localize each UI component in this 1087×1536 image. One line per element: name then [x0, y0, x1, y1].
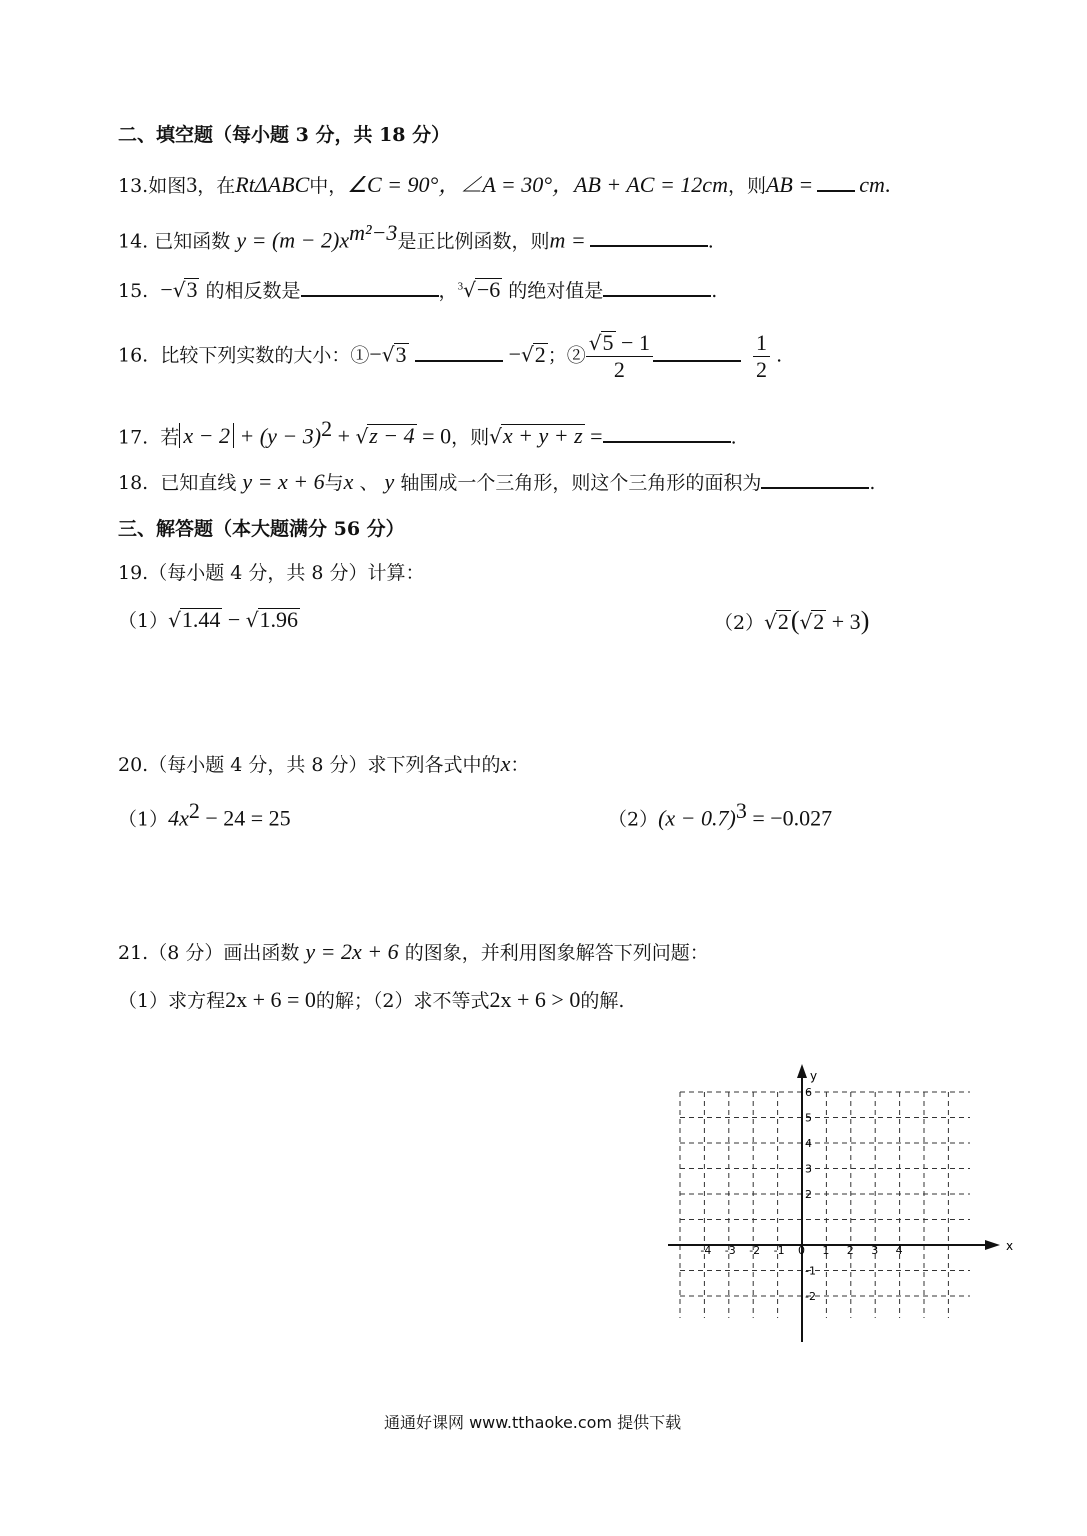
q21-sub-b: 的解；（2）求不等式 [315, 990, 490, 1012]
q17-radicand-2: x + y + z [502, 423, 583, 449]
q16-f2-numerator: 1 [753, 330, 770, 357]
y-tick-label: 2 [805, 1188, 812, 1201]
sqrt-icon: √ [588, 331, 602, 355]
q21-sub-e1: 2x + 6 = 0 [225, 987, 316, 1012]
y-tick-label: 4 [805, 1137, 812, 1150]
q17-part-3: = 0 [416, 423, 452, 449]
question-19-heading: 19.（每小题 4 分，共 8 分）计算： [118, 562, 425, 584]
y-tick-label: -2 [805, 1290, 816, 1303]
sqrt-icon: √ [489, 424, 502, 449]
q17-part-4: = [584, 423, 603, 449]
q15-number: 15. [118, 280, 149, 302]
q20-head-b: ： [510, 754, 530, 776]
q20-p2-a: (x − 0.7) [658, 805, 736, 831]
q20-head-a: 20.（每小题 4 分，共 8 分）求下列各式中的 [118, 754, 501, 776]
q14-text-2: 是正比例函数，则 [397, 230, 550, 253]
q16-number: 16. [118, 344, 149, 367]
q17-text-1: 若 [160, 426, 180, 449]
q19-p2-label: （2） [714, 612, 765, 634]
question-13 [118, 168, 890, 199]
q18-end: . [869, 472, 876, 494]
q17-radicand-1: z − 4 [369, 423, 415, 449]
x-tick-label: -3 [724, 1244, 736, 1257]
q15-text-1: 的相反数是 [205, 280, 301, 302]
q15-neg: − [160, 277, 173, 302]
q19-p1-label: （1） [118, 610, 169, 632]
page-footer: 通通好课网 www.tthaoke.com 提供下载 [384, 1413, 682, 1432]
x-tick-label: -2 [749, 1244, 761, 1257]
q18-sep: 、 [359, 472, 379, 494]
q20-p1-label: （1） [118, 808, 169, 831]
q19-p1-op: − [222, 607, 246, 632]
q17-answer-blank[interactable] [603, 423, 731, 443]
q14-ask: m = [549, 227, 586, 253]
q18-number: 18. [118, 472, 149, 494]
q13-cond-1: ∠C = 90° [347, 172, 439, 197]
question-21-heading [118, 938, 709, 965]
q20-p2-exp: 3 [735, 798, 747, 823]
x-tick-label: 0 [798, 1244, 805, 1257]
q19-p1-a: 1.44 [181, 607, 221, 632]
sqrt-icon: √ [381, 342, 395, 367]
section-solve-title: 三、解答题（本大题满分 56 分） [118, 518, 405, 540]
x-tick-label: 4 [895, 1244, 903, 1257]
q15-comma: ， [438, 280, 458, 302]
q14-number: 14. [118, 230, 149, 253]
q13-text-1: 如图 [148, 175, 187, 197]
question-18 [118, 468, 875, 495]
question-15 [118, 276, 717, 303]
q16-fraction-2 [753, 330, 770, 383]
question-14 [118, 220, 714, 253]
q15-text-2: 的绝对值是 [508, 280, 604, 302]
q13-cond-2: ，∠A = 30° [438, 172, 553, 197]
question-20-part-1 [118, 798, 291, 831]
x-axis-arrow-icon [985, 1240, 1000, 1250]
q19-p2-b: 2 [813, 609, 825, 634]
question-20-part-2 [608, 798, 832, 831]
q20-p1-a: 4x [168, 805, 189, 831]
q14-expression: y = (m − 2)x [236, 227, 350, 253]
q14-exponent: m²−3 [349, 220, 398, 245]
q16-f2-denominator: 2 [756, 357, 768, 382]
q18-expression: y = x + 6 [242, 469, 325, 494]
q21-head-a: 21.（8 分）画出函数 [118, 942, 300, 964]
q16-text-1: 比较下列实数的大小：① [160, 344, 370, 367]
q21-head-expr: y = 2x + 6 [305, 939, 399, 964]
q18-y: y [384, 469, 395, 494]
x-tick-label: 3 [871, 1244, 879, 1257]
q16-fraction-1 [586, 330, 653, 383]
question-19-part-2: （2）√2(√2 + 3) [714, 606, 870, 635]
sqrt-icon: √ [799, 610, 813, 634]
q13-number: 13. [118, 175, 149, 197]
q13-end: . [884, 172, 891, 197]
q17-end: . [730, 426, 737, 449]
q14-end: . [707, 230, 714, 253]
q20-p2-b: = −0.027 [746, 805, 833, 831]
q16-answer-blank-1[interactable] [415, 342, 503, 362]
q13-unit: cm [859, 172, 885, 197]
section-fill-in-title: 二、填空题（每小题 3 分，共 18 分） [118, 124, 451, 146]
q17-text-2: ，则 [451, 426, 490, 449]
grid-lines [680, 1092, 970, 1318]
coordinate-grid [660, 1060, 1020, 1350]
question-16 [118, 330, 782, 383]
sqrt-icon: √ [521, 342, 534, 367]
q13-text-4: ，则 [727, 175, 766, 197]
q17-part-2: + [332, 423, 356, 449]
q15-answer-blank-1[interactable] [301, 277, 439, 297]
y-axis-arrow-icon [797, 1064, 807, 1078]
sqrt-icon: √ [168, 608, 181, 632]
q13-figure-number: 3 [186, 172, 198, 197]
question-17 [118, 416, 737, 449]
sqrt-icon: √ [764, 610, 777, 634]
q16-f1-rest: − 1 [615, 330, 650, 355]
q17-part-1: + (y − 3) [233, 423, 322, 449]
q13-answer-blank[interactable] [817, 172, 855, 192]
q20-p1-exp: 2 [188, 798, 200, 823]
x-tick-label: 2 [846, 1244, 854, 1257]
q21-sub-a: （1）求方程 [118, 990, 226, 1012]
y-axis-label: y [810, 1069, 818, 1083]
x-axis-label: x [1006, 1239, 1014, 1253]
q18-x: x [343, 469, 354, 494]
q21-head-b: 的图象，并利用图象解答下列问题： [404, 942, 709, 964]
q16-a-sign: − [369, 341, 382, 367]
sqrt-icon: √ [172, 278, 186, 302]
q15-root-index: 3 [457, 280, 464, 293]
q16-a-radicand: 3 [395, 341, 407, 367]
q21-sub-e2: 2x + 6 > 0 [489, 987, 581, 1012]
x-tick-label: -4 [700, 1244, 712, 1257]
x-tick-label: -1 [773, 1244, 785, 1257]
cube-root-icon: √ [463, 278, 476, 302]
x-tick-label: 1 [822, 1244, 830, 1257]
q18-answer-blank[interactable] [761, 469, 869, 489]
q14-answer-blank[interactable] [590, 227, 708, 247]
q13-text-3: 中， [309, 175, 348, 197]
q20-head-x: x [500, 751, 511, 776]
q16-b-radicand: 2 [534, 341, 546, 367]
question-19-part-1 [118, 606, 300, 633]
sqrt-icon: √ [355, 424, 369, 449]
q16-separator: ；② [547, 344, 586, 367]
q19-p2-a: 2 [777, 609, 789, 634]
q15-answer-blank-2[interactable] [603, 277, 711, 297]
q19-p1-b: 1.96 [259, 607, 299, 632]
question-20-heading [118, 750, 529, 777]
y-tick-label: -1 [805, 1264, 816, 1278]
q17-exp: 2 [321, 416, 333, 441]
q16-f1-denominator: 2 [613, 357, 625, 382]
y-tick-label: 6 [805, 1086, 812, 1099]
q18-text-2: 与 [324, 472, 344, 494]
q13-text-2: ，在 [197, 175, 236, 197]
q15-end: . [711, 280, 718, 302]
q17-abs: x − 2 [179, 423, 234, 448]
q15-radicand: 3 [186, 277, 198, 302]
y-tick-label: 3 [805, 1162, 812, 1176]
q20-p2-label: （2） [608, 808, 659, 831]
q16-f1-radicand: 5 [602, 330, 614, 355]
q13-ask: AB = [765, 172, 814, 197]
q13-triangle: RtΔABC [235, 172, 310, 197]
y-tick-label: 5 [805, 1111, 812, 1125]
q15-radicand-2: −6 [476, 277, 501, 302]
question-21-subparts [118, 986, 624, 1013]
sqrt-icon: √ [245, 608, 259, 632]
q19-p2-rest: + 3 [826, 609, 861, 634]
q20-p1-b: − 24 = 25 [199, 805, 291, 831]
q21-sub-c: 的解. [580, 990, 625, 1012]
q17-number: 17. [118, 426, 149, 449]
q16-end: . [776, 344, 783, 367]
q13-cond-3: ，AB + AC = 12cm [552, 172, 728, 197]
q16-answer-blank-2[interactable] [653, 342, 741, 362]
q16-b-sign: − [508, 341, 522, 367]
q14-text-1: 已知函数 [154, 230, 231, 253]
q18-text-1: 已知直线 [160, 472, 237, 494]
q18-text-3: 轴围成一个三角形，则这个三角形的面积为 [400, 472, 762, 494]
